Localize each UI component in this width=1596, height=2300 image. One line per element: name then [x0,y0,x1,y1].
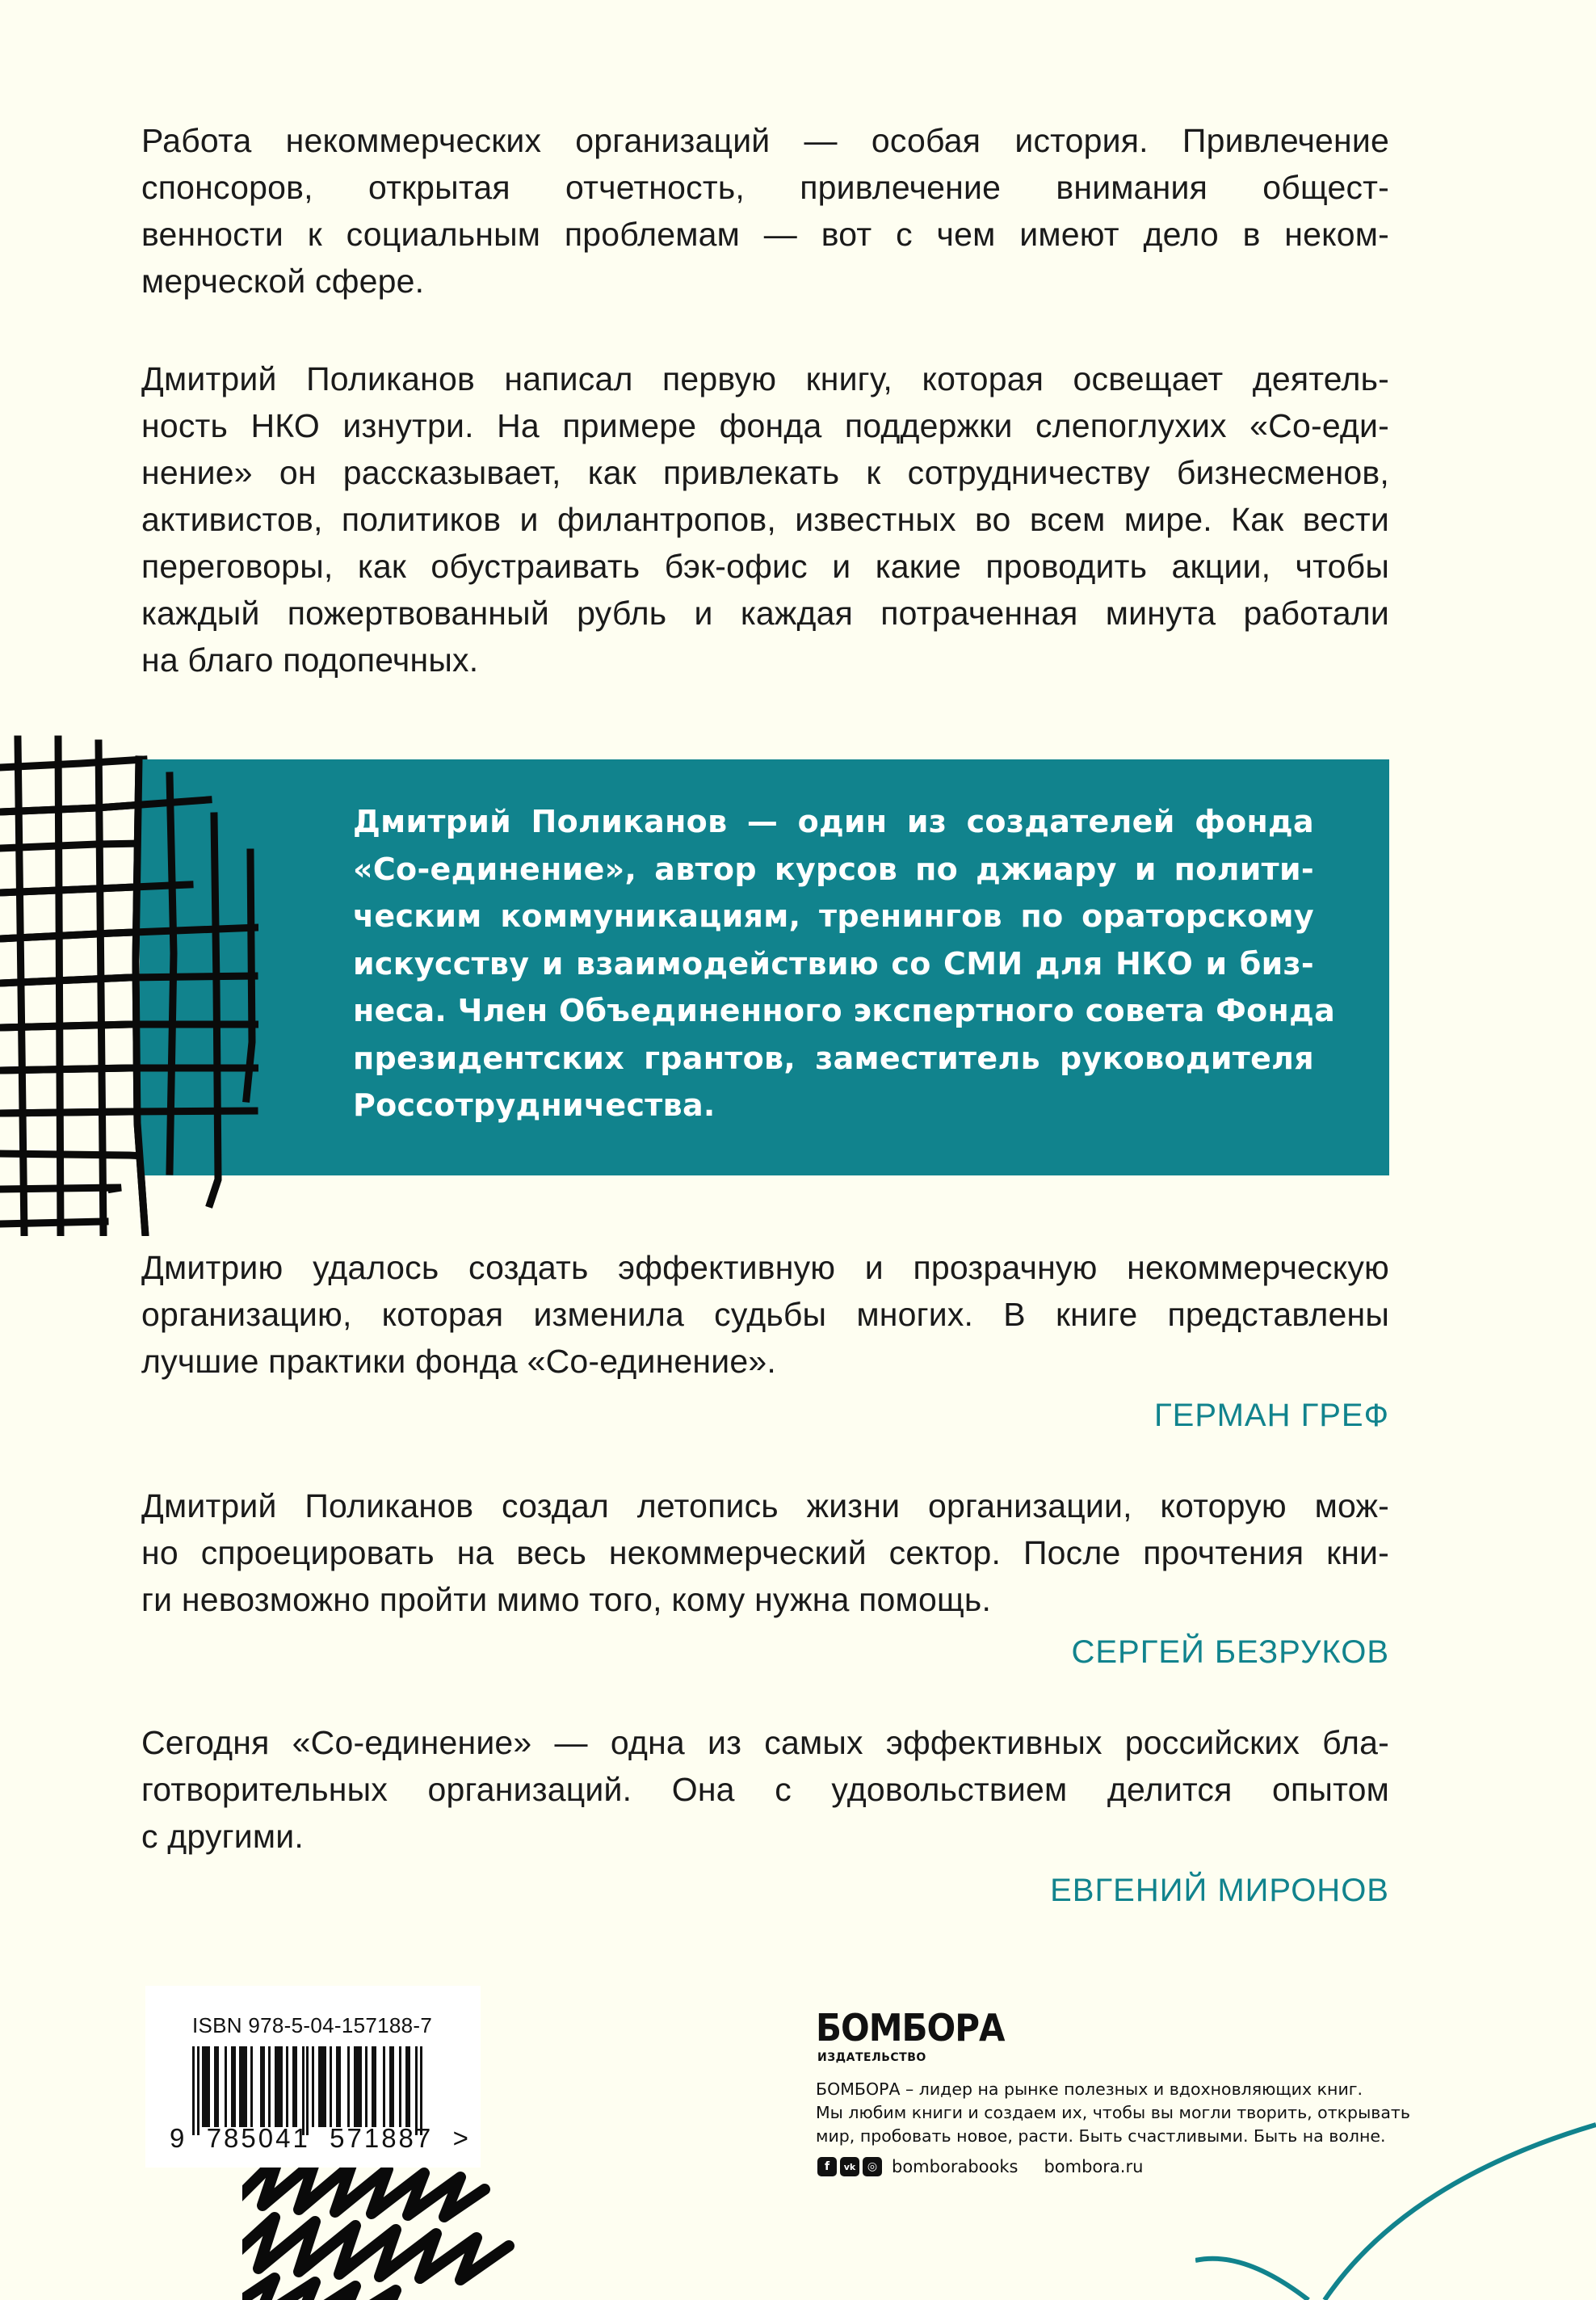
website-link[interactable]: bombora.ru [1044,2157,1144,2176]
text-line: венности к социальным проблемам — вот с чем имеют дело в неком- [141,216,1389,253]
quote-author-mironov: ЕВГЕНИЙ МИРОНОВ [1050,1873,1389,1908]
text-line: организацию, которая изменила судьбы многих. В книге представлены [141,1296,1389,1333]
quote-author-bezrukov: СЕРГЕЙ БЕЗРУКОВ [1071,1634,1389,1670]
isbn-digits: 9 785041 571887 > [170,2123,471,2153]
text-line: Россотрудничества. [353,1087,716,1123]
text-line: Сегодня «Со-единение» — одна из самых эффективных российских бла- [141,1724,1389,1761]
text-line: президентских грантов, заместитель руководителя [353,1040,1314,1076]
text-line: «Со-единение», автор курсов по джиару и полити- [353,851,1314,887]
text-line: Дмитрий Поликанов создал летопись жизни организации, которую мож- [141,1487,1389,1524]
text-line: мерческой сфере. [141,263,425,300]
text-line: ность НКО изнутри. На примере фонда поддержки слепоглухих «Со-еди- [141,407,1389,444]
text-line: Работа некоммерческих организаций — особая история. Привлечение [141,122,1389,159]
vk-icon[interactable]: vk [840,2157,859,2176]
isbn-barcode-card [145,1986,481,2168]
text-line: ги невозможно пройти мимо того, кому нужна помощь. [141,1581,992,1618]
instagram-icon[interactable]: ◎ [863,2157,882,2176]
isbn-label: ISBN 978-5-04-157188-7 [192,2013,433,2037]
text-line: готворительных организаций. Она с удовольствием делится опытом [141,1771,1389,1808]
publisher-logo: БОМБОРА [816,2006,1005,2050]
text-line: с другими. [141,1818,304,1855]
quote-mironov [141,1719,1389,1860]
intro-paragraph [141,117,1389,305]
quote-bezrukov [141,1482,1389,1623]
text-line: Дмитрий Поликанов написал первую книгу, которая освещает деятель- [141,360,1389,397]
text-line: искусству и взаимодействию со СМИ для НКО и биз- [353,945,1314,982]
text-line: нение» он рассказывает, как привлекать к сотрудничеству бизнесменов, [141,454,1389,491]
text-line: Дмитрию удалось создать эффективную и прозрачную некоммерческую [141,1249,1389,1286]
quote-author-gref: ГЕРМАН ГРЕФ [1154,1398,1389,1433]
facebook-icon[interactable]: f [817,2157,837,2176]
text-line: спонсоров, открытая отчетность, привлечение внимания общест- [141,169,1389,206]
text-line: лучшие практики фонда «Со-единение». [141,1343,776,1380]
text-line: переговоры, как обустраивать бэк-офис и какие проводить акции, чтобы [141,548,1389,585]
text-line: неса. Член Объединенного экспертного совета Фонда [353,993,1336,1028]
publisher-socials [817,2157,1143,2176]
teal-curve-decoration [1195,2060,1596,2300]
author-bio-text [353,798,1336,1129]
text-line: каждый пожертвованный рубль и каждая потраченная минута работали [141,595,1389,632]
text-line: ческим коммуникациям, тренингов по ораторскому [353,898,1314,934]
text-line: но спроецировать на весь некоммерческий сектор. После прочтения кни- [141,1534,1389,1571]
text-line: БОМБОРА – лидер на рынке полезных и вдохновляющих книг. [816,2079,1363,2099]
publisher-subtitle: ИЗДАТЕЛЬСТВО [817,2051,926,2064]
text-line: активистов, политиков и филантропов, известных во всем мире. Как вести [141,501,1389,538]
barcode-icon [192,2046,435,2135]
text-line: мир, пробовать новое, расти. Быть счастливыми. Быть на волне. [816,2126,1386,2146]
quote-gref [141,1244,1389,1385]
text-line: Мы любим книги и создаем их, чтобы вы могли творить, открывать [816,2103,1410,2122]
about-book-paragraph [141,355,1389,683]
text-line: Дмитрий Поликанов — один из создателей фонда [353,804,1314,839]
social-handle-link[interactable]: bomborabooks [892,2157,1018,2176]
text-line: на благо подопечных. [141,641,479,679]
